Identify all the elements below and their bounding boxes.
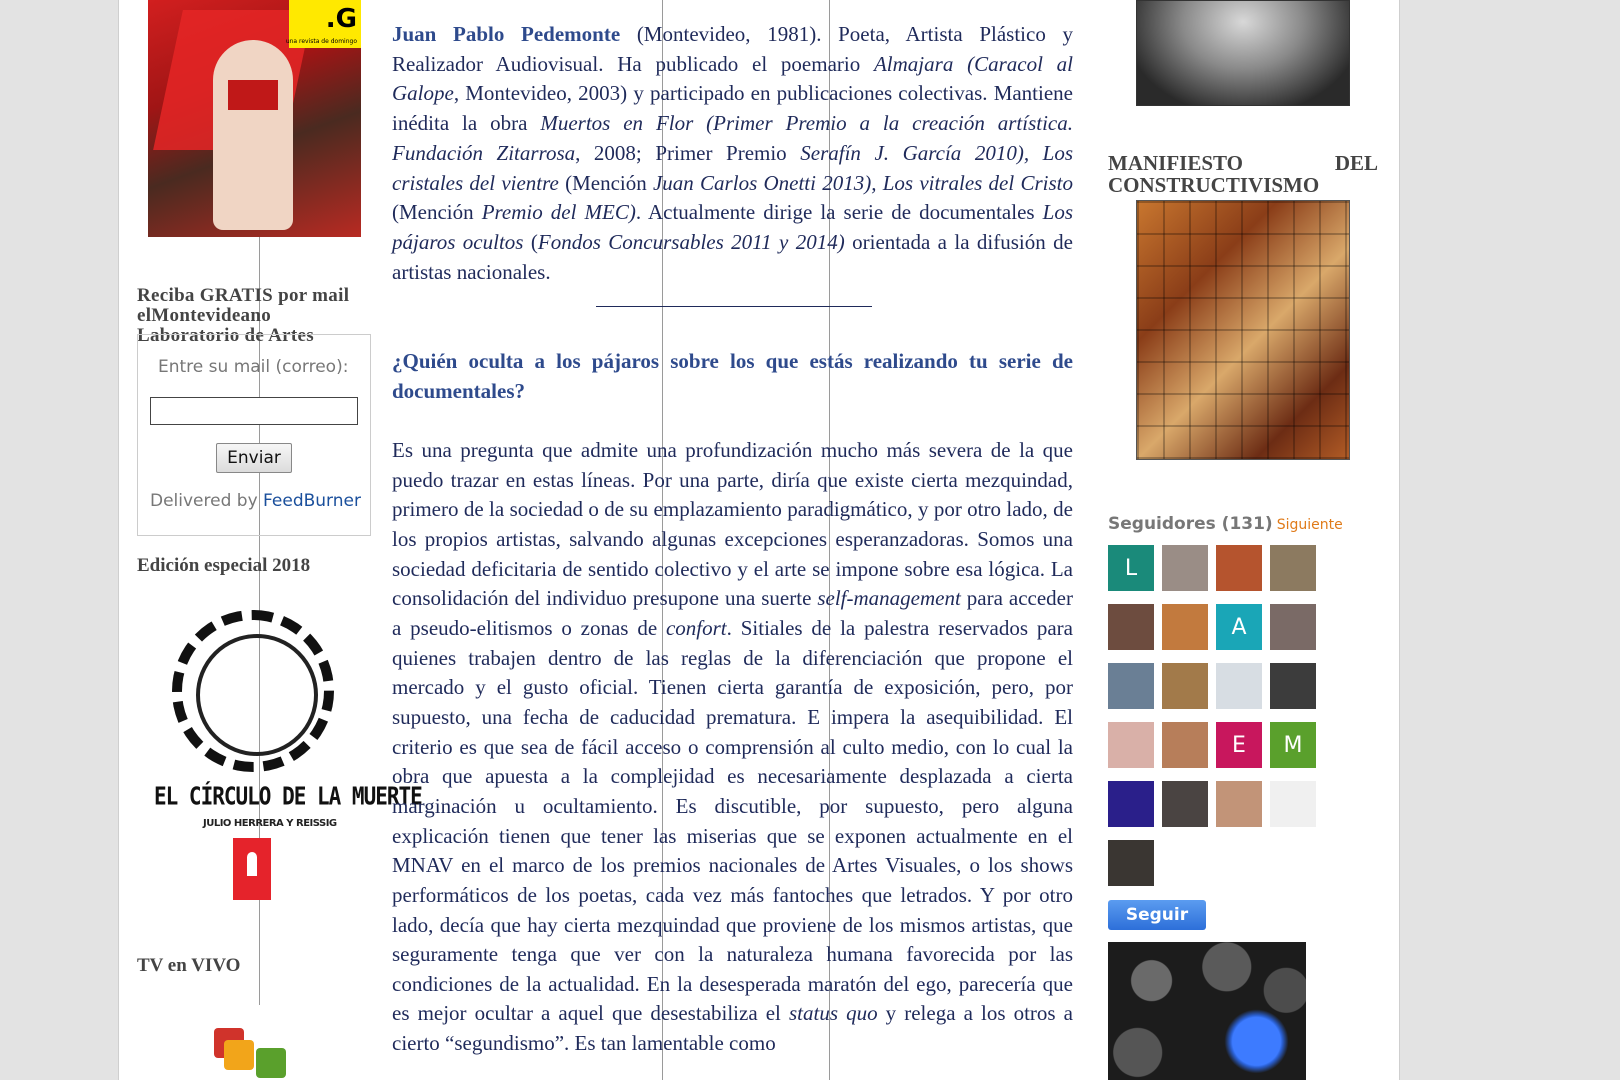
bio-work: Muertos en Flor (Primer Premio a la creación artística. Fundación Zitarrosa — [392, 111, 1073, 165]
cover-mask — [228, 80, 278, 110]
subscribe-label: Entre su mail (correo): — [158, 357, 349, 377]
author-bio — [392, 20, 1073, 287]
bio-fondos: Fondos Concursables 2011 y 2014) — [537, 229, 845, 254]
answer-part: y relega a los otros a cierto “segundismo”. Es tan lamentable como — [392, 1001, 1073, 1056]
follower-avatar-letter[interactable]: A — [1216, 604, 1262, 650]
followers-title — [1108, 514, 1343, 534]
send-button[interactable]: Enviar — [216, 443, 292, 473]
follower-avatar[interactable] — [1270, 781, 1316, 827]
magazine-cover-image[interactable] — [148, 0, 361, 237]
follower-avatar[interactable] — [1108, 604, 1154, 650]
bio-part: , 2008; Primer Premio — [575, 140, 801, 165]
feedburner-link[interactable]: FeedBurner — [263, 491, 361, 511]
bio-part: (Montevideo, 1981). Poeta, Artista Plástico y Realizador Audiovisual. Ha publicado el poemario — [392, 22, 1073, 76]
bio-part: , Montevideo, 2003) y participado en publicaciones colectivas. Mantiene inédita la obra — [392, 81, 1073, 136]
manifesto-word-2: DEL — [1334, 151, 1378, 175]
cover-figure — [213, 40, 293, 230]
follower-avatar[interactable] — [1162, 663, 1208, 709]
top-right-artwork[interactable] — [1136, 0, 1350, 106]
follower-avatar[interactable] — [1162, 604, 1208, 650]
bio-part: (Mención — [558, 170, 653, 195]
follower-avatar[interactable] — [1216, 781, 1262, 827]
answer-em: status quo — [788, 1001, 878, 1026]
interview-question: ¿Quién oculta a los pájaros sobre los que estás realizando tu serie de documentales? — [392, 349, 1073, 403]
article-intro — [392, 20, 1073, 287]
bio-part: ( — [523, 229, 538, 254]
ouroboros-icon[interactable] — [172, 610, 334, 772]
answer-em: self-management — [817, 586, 961, 611]
cover-logo-sub: una revista de domingo — [285, 38, 357, 45]
follow-button[interactable]: Seguir — [1108, 900, 1206, 930]
follower-avatar-letter[interactable]: L — [1108, 545, 1154, 591]
book-title: EL CÍRCULO DE LA MUERTE — [154, 781, 422, 811]
author-name[interactable]: Juan Pablo Pedemonte — [392, 22, 621, 46]
delivered-by-text: Delivered by — [150, 491, 258, 511]
follower-avatar[interactable] — [1216, 545, 1262, 591]
follower-avatar[interactable] — [1162, 545, 1208, 591]
followers-next-link[interactable]: Siguiente — [1276, 517, 1343, 533]
manifesto-word-3: CONSTRUCTIVISMO — [1108, 173, 1320, 197]
follower-avatar[interactable] — [1108, 781, 1154, 827]
follower-avatar[interactable] — [1108, 663, 1154, 709]
follower-avatar[interactable] — [1216, 663, 1262, 709]
followers-grid — [1108, 545, 1338, 886]
bio-prize: Serafín J. García 2010), Los cristales del vientre — [392, 140, 1073, 195]
follower-avatar[interactable] — [1108, 722, 1154, 768]
cover-logo-text: .G — [325, 4, 357, 34]
answer-part: Es una pregunta que admite una profundización mucho más severa de la que puedo trazar en estas líneas. Por una parte, diría que existe cierta mezquindad, primero de la sociedad o de su emplazamiento paradigmático, y por otro lado, de los propios artistas, salvando algunas excepciones esperanzadoras. Somos una sociedad deficitaria de sentido colectivo y el arte se impone sobre esa lógica. La consolidación del individuo presupone una suerte — [392, 438, 1073, 611]
special-edition-title: Edición especial 2018 — [137, 555, 311, 576]
article-divider — [596, 306, 872, 307]
bio-pub: (Caracol al Galope — [392, 51, 1073, 106]
constructivism-artwork[interactable] — [1136, 200, 1350, 460]
orb-artwork[interactable] — [1108, 942, 1306, 1080]
answer-em: confort — [665, 615, 727, 640]
bio-series: Los pájaros ocultos — [392, 200, 1073, 254]
tv-live-title: TV en VIVO — [137, 955, 241, 976]
follower-avatar[interactable] — [1270, 545, 1316, 591]
tv-logo-icon[interactable] — [214, 1028, 294, 1080]
manifesto-title — [1108, 152, 1378, 196]
follower-avatar[interactable] — [1162, 722, 1208, 768]
subscribe-box — [137, 334, 371, 536]
answer-part: . Sitiales de la palestra reservados para quienes trabajen dentro de las reglas de la diferenciación que propone el mercado y el gusto oficial. Tienen cierta garantía de exposición, pero, por supuesto, una fecha de caducidad prematura. E impera la asequibilidad. El criterio es que sea de fácil acceso o comprensión al culto medio, con lo cual la obra que apuesta a la complejidad es necesariamente desplazada a cierta marginación u ocultamiento. Es discutible, por supuesto, pero alguna explicación tienen que tener las miserias que se exponen actualmente en el MNAV en el marco de los premios nacionales de Artes Visuales, o los shows performáticos de los poetas, cada vez más fantoches que letrados. Y por otro lado, decía que hay cierta mezquindad que proviene de los mismos artistas, que seguramente tenga que ver con la naturaleza humana favorecida por las condiciones de la actualidad. En la desesperada maratón del ego, parecería que es mejor ocultar a aquel que desestabiliza el — [392, 615, 1073, 1026]
bio-part: . Actualmente dirige la serie de documentales — [635, 200, 1043, 225]
subscribe-title: Reciba GRATIS por mail elMontevideano Laboratorio de Artes — [137, 285, 350, 346]
email-input[interactable] — [150, 397, 358, 425]
interview-answer — [392, 436, 1073, 1059]
book-logo-icon — [233, 838, 271, 900]
follower-avatar[interactable] — [1162, 781, 1208, 827]
followers-count: Seguidores (131) — [1108, 514, 1273, 534]
bio-mec: Premio del MEC) — [481, 200, 636, 225]
follower-avatar[interactable] — [1108, 840, 1154, 886]
bio-part: orientada a la difusión de artistas nacionales. — [392, 229, 1073, 284]
delivered-by — [150, 491, 361, 511]
follower-avatar-letter[interactable]: E — [1216, 722, 1262, 768]
bio-book: Almajara — [873, 51, 954, 76]
book-author: JULIO HERRERA Y REISSIG — [203, 818, 337, 829]
answer-part: para acceder a pseudo-elitismos o zonas de — [392, 586, 1073, 640]
bio-onetti: Juan Carlos Onetti 2013), Los vitrales del Cristo — [652, 170, 1073, 195]
follower-avatar-letter[interactable]: M — [1270, 722, 1316, 768]
manifesto-word-1: MANIFIESTO — [1108, 151, 1243, 175]
follower-avatar[interactable] — [1270, 604, 1316, 650]
bio-part: (Mención — [392, 200, 482, 225]
follower-avatar[interactable] — [1270, 663, 1316, 709]
